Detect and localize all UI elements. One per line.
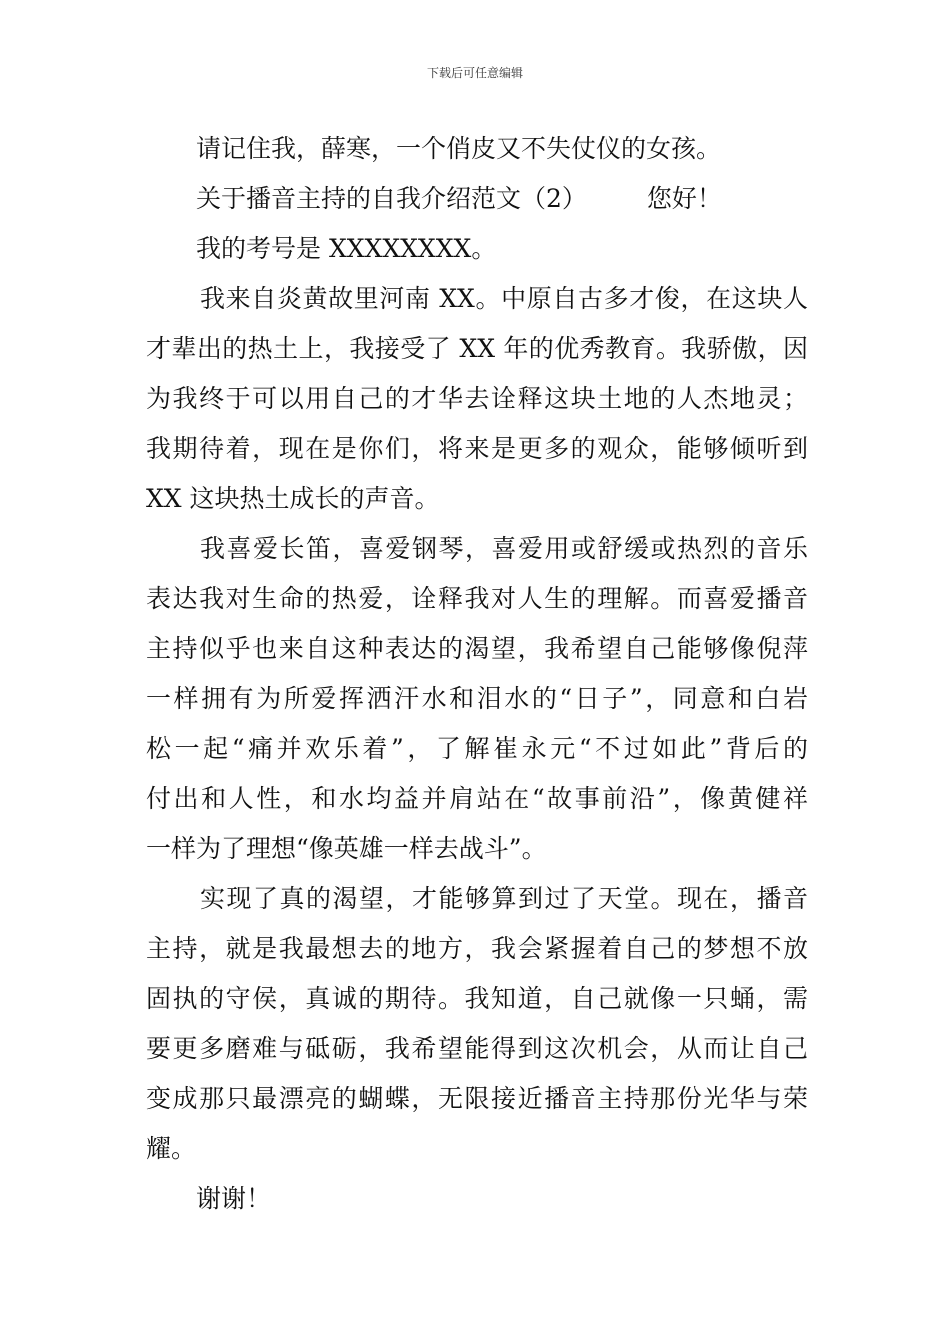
text-line: XX 这块热土成长的声音。 bbox=[146, 484, 440, 513]
page-header: 下载后可任意编辑 bbox=[426, 66, 523, 80]
greeting: 您好！ bbox=[646, 184, 722, 213]
text-line: 我的考号是 XXXXXXXX。 bbox=[196, 234, 497, 263]
text-line: 才辈出的热土上，我接受了 XX 年的优秀教育。我骄傲，因 bbox=[146, 334, 808, 363]
text-line: 一样为了理想“像英雄一样去战斗”。 bbox=[146, 834, 547, 863]
text-line: 请记住我，薛寒，一个俏皮又不失仗仪的女孩。 bbox=[196, 134, 722, 163]
text-line: 主持似乎也来自这种表达的渴望，我希望自己能够像倪萍 bbox=[146, 634, 808, 663]
text-line: 主持，就是我最想去的地方，我会紧握着自己的梦想不放 bbox=[146, 934, 808, 963]
text-line bbox=[196, 184, 722, 214]
text-line: 要更多磨难与砥砺，我希望能得到这次机会，从而让自己 bbox=[146, 1034, 808, 1063]
text-line: 耀。 bbox=[146, 1134, 197, 1163]
text-line: 为我终于可以用自己的才华去诠释这块土地的人杰地灵； bbox=[146, 384, 808, 413]
text-line: 变成那只最漂亮的蝴蝶，无限接近播音主持那份光华与荣 bbox=[146, 1084, 808, 1113]
text-line: 表达我对生命的热爱，诠释我对人生的理解。而喜爱播音 bbox=[146, 584, 808, 613]
section-title: 关于播音主持的自我介绍范文（2） bbox=[196, 184, 587, 213]
text-line: 我来自炎黄故里河南 XX。中原自古多才俊，在这块人 bbox=[200, 284, 808, 313]
text-line: 我喜爱长笛，喜爱钢琴，喜爱用或舒缓或热烈的音乐 bbox=[200, 534, 808, 563]
text-line: 固执的守侯，真诚的期待。我知道，自己就像一只蛹，需 bbox=[146, 984, 808, 1013]
text-line: 实现了真的渴望，才能够算到过了天堂。现在，播音 bbox=[200, 884, 808, 913]
text-line: 一样拥有为所爱挥洒汗水和泪水的“日子”，同意和白岩 bbox=[146, 684, 808, 713]
text-line: 松一起“痛并欢乐着”，了解崔永元“不过如此”背后的 bbox=[146, 734, 808, 763]
text-line: 付出和人性，和水均益并肩站在“故事前沿”，像黄健祥 bbox=[146, 784, 808, 813]
text-line: 谢谢！ bbox=[196, 1184, 272, 1213]
text-line: 我期待着，现在是你们，将来是更多的观众，能够倾听到 bbox=[146, 434, 808, 463]
